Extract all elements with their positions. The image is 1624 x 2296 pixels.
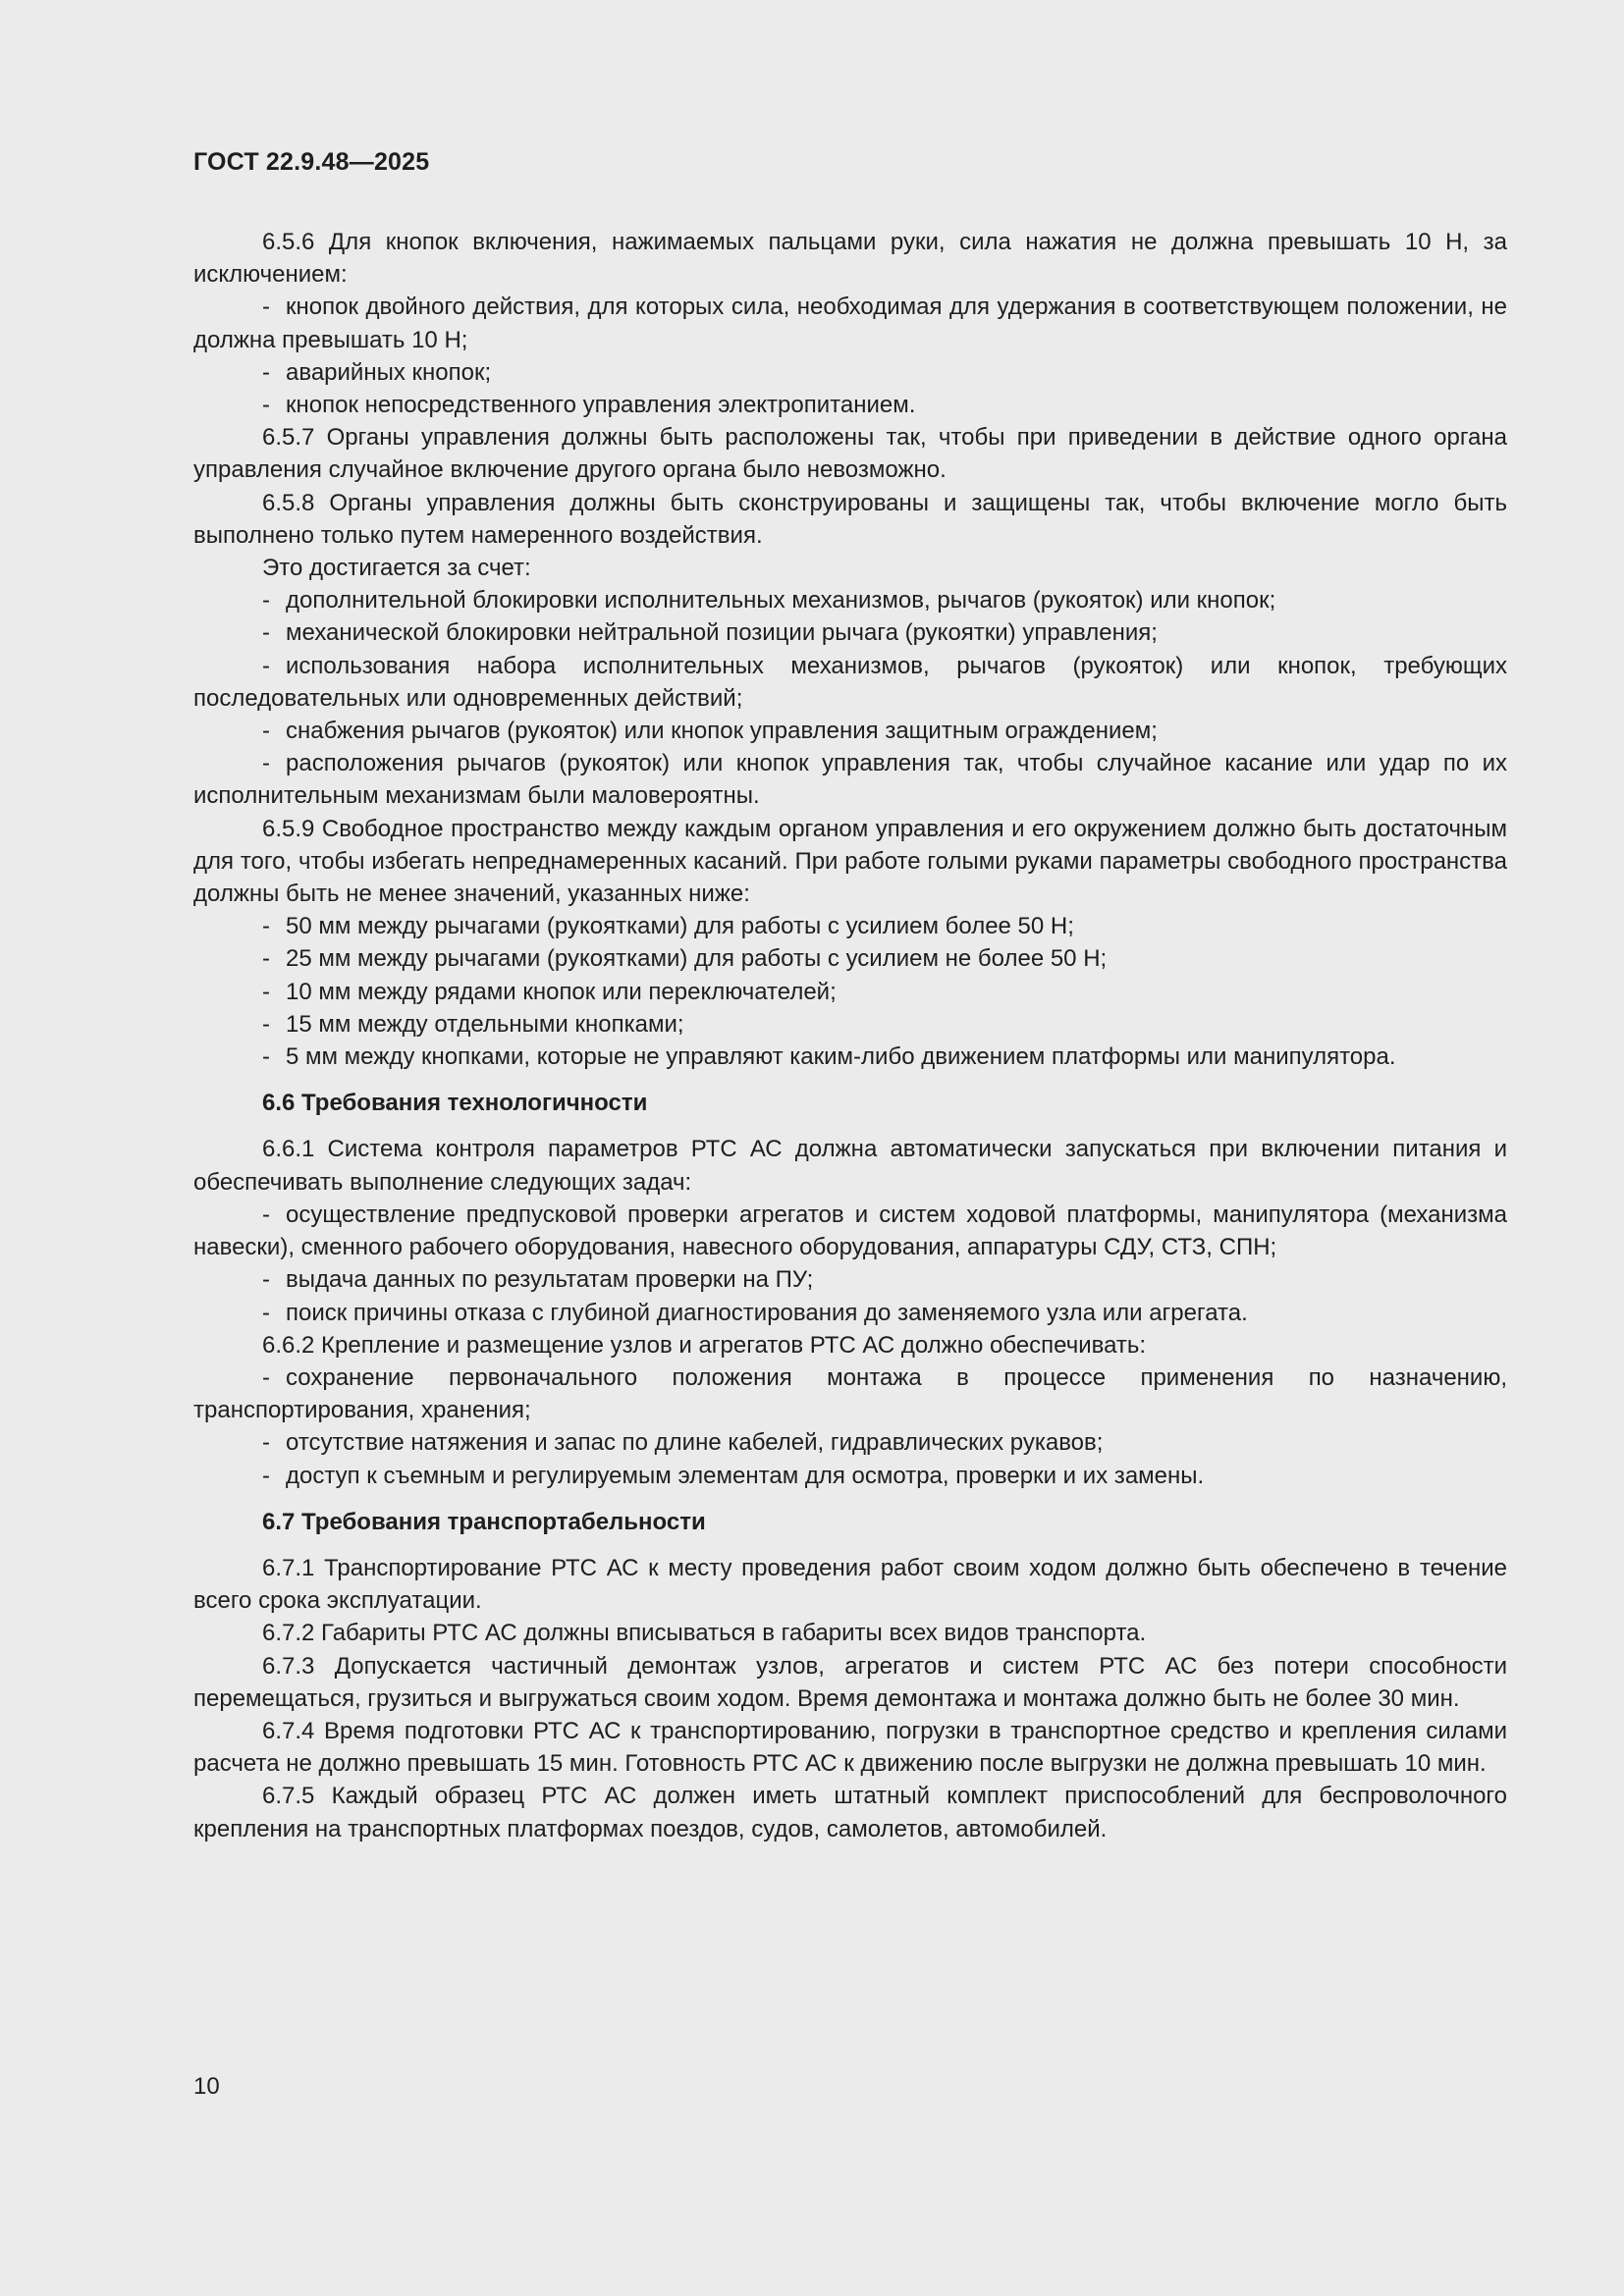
list-item-text: 10 мм между рядами кнопок или переключателей; — [286, 978, 837, 1005]
document-header: ГОСТ 22.9.48—2025 — [193, 148, 430, 176]
list-item — [193, 356, 1507, 389]
section-heading-6-6: 6.6 Требования технологичности — [262, 1090, 648, 1117]
paragraph-6-7-1: 6.7.1 Транспортирование РТС АС к месту проведения работ своим ходом должно быть обеспечено в течение всего срока эксплуатации. — [193, 1554, 1507, 1615]
list-item — [193, 1263, 1507, 1296]
dash-marker: - — [262, 978, 270, 1005]
paragraph-6-6-2: 6.6.2 Крепление и размещение узлов и агрегатов РТС АС должно обеспечивать: — [262, 1331, 1147, 1359]
list-item — [193, 715, 1507, 747]
dash-marker: - — [262, 1299, 270, 1326]
list-item-text: 5 мм между кнопками, которые не управляют каким-либо движением платформы или манипулятора. — [286, 1043, 1396, 1071]
dash-marker: - — [262, 1043, 270, 1071]
paragraph-6-5-7: 6.5.7 Органы управления должны быть расположены так, чтобы при приведении в действие одного органа управления случайное включение другого органа было невозможно. — [193, 424, 1507, 484]
list-item — [193, 976, 1507, 1008]
dash-marker: - — [262, 945, 270, 973]
dash-marker: - — [262, 1363, 270, 1391]
dash-marker: - — [262, 294, 270, 321]
dash-marker: - — [262, 750, 270, 777]
paragraph-6-7-3: 6.7.3 Допускается частичный демонтаж узлов, агрегатов и систем РТС АС без потери способности перемещаться, грузиться и выгружаться своим ходом. Время демонтажа и монтажа должно быть не более 30 мин. — [193, 1652, 1507, 1712]
dash-marker: - — [262, 392, 270, 419]
list-item — [193, 1362, 1507, 1426]
dash-marker: - — [262, 1266, 270, 1294]
list-item-text: использования набора исполнительных механизмов, рычагов (рукояток) или кнопок, требующих последовательных или одновременных действий; — [193, 652, 1507, 712]
dash-marker: - — [262, 1010, 270, 1038]
list-item — [193, 1008, 1507, 1041]
dash-marker: - — [262, 718, 270, 745]
list-item — [193, 291, 1507, 355]
list-item — [193, 942, 1507, 975]
dash-marker: - — [262, 619, 270, 647]
paragraph-6-5-8: 6.5.8 Органы управления должны быть сконструированы и защищены так, чтобы включение могло быть выполнено только путем намеренного воздействия. — [193, 489, 1507, 549]
list-item-text: 25 мм между рычагами (рукоятками) для работы с усилием не более 50 Н; — [286, 945, 1108, 973]
list-item — [193, 747, 1507, 812]
list-item — [193, 584, 1507, 616]
list-item-text: дополнительной блокировки исполнительных механизмов, рычагов (рукояток) или кнопок; — [286, 587, 1276, 614]
list-item-text: аварийных кнопок; — [286, 358, 492, 386]
list-item-text: осуществление предпусковой проверки агрегатов и систем ходовой платформы, манипулятора (механизма навески), сменного рабочего оборудования, навесного оборудования, аппаратуры СДУ, СТЗ, СПН; — [193, 1201, 1507, 1261]
list-item — [193, 616, 1507, 649]
paragraph-6-7-5: 6.7.5 Каждый образец РТС АС должен иметь штатный комплект приспособлений для беспроволочного крепления на транспортных платформах поездов, судов, самолетов, автомобилей. — [193, 1783, 1507, 1842]
dash-marker: - — [262, 913, 270, 940]
list-item-text: 15 мм между отдельными кнопками; — [286, 1010, 684, 1038]
list-item-text: сохранение первоначального положения монтажа в процессе применения по назначению, транспортирования, хранения; — [193, 1363, 1507, 1424]
list-item-text: расположения рычагов (рукояток) или кнопок управления так, чтобы случайное касание или удар по их исполнительным механизмам были маловероятны. — [193, 750, 1507, 810]
list-item — [193, 1460, 1507, 1492]
list-item-text: снабжения рычагов (рукояток) или кнопок управления защитным ограждением; — [286, 718, 1158, 745]
dash-marker: - — [262, 1429, 270, 1457]
paragraph-6-6-1: 6.6.1 Система контроля параметров РТС АС должна автоматически запускаться при включении питания и обеспечивать выполнение следующих задач: — [193, 1136, 1507, 1196]
dash-marker: - — [262, 587, 270, 614]
paragraph-intro: Это достигается за счет: — [262, 555, 531, 582]
list-item — [193, 1426, 1507, 1459]
list-item — [193, 1297, 1507, 1329]
list-item — [193, 389, 1507, 421]
paragraph-6-5-6: 6.5.6 Для кнопок включения, нажимаемых пальцами руки, сила нажатия не должна превышать 10 Н, за исключением: — [193, 229, 1507, 289]
section-heading-6-7: 6.7 Требования транспортабельности — [262, 1508, 706, 1535]
dash-marker: - — [262, 652, 270, 679]
list-item-text: механической блокировки нейтральной позиции рычага (рукоятки) управления; — [286, 619, 1158, 647]
list-item-text: выдача данных по результатам проверки на ПУ; — [286, 1266, 814, 1294]
paragraph-6-5-9: 6.5.9 Свободное пространство между каждым органом управления и его окружением должно быть достаточным для того, чтобы избегать непреднамеренных касаний. При работе голыми руками параметры свободного пространства должны быть не менее значений, указанных ниже: — [193, 815, 1507, 908]
list-item — [193, 910, 1507, 942]
list-item-text: 50 мм между рычагами (рукоятками) для работы с усилием более 50 Н; — [286, 913, 1074, 940]
list-item-text: кнопок непосредственного управления электропитанием. — [286, 392, 916, 419]
page-number: 10 — [193, 2073, 220, 2100]
list-item — [193, 1041, 1507, 1073]
list-item-text: поиск причины отказа с глубиной диагностирования до заменяемого узла или агрегата. — [286, 1299, 1248, 1326]
list-item — [193, 650, 1507, 715]
paragraph-6-7-2: 6.7.2 Габариты РТС АС должны вписываться в габариты всех видов транспорта. — [262, 1620, 1147, 1647]
dash-marker: - — [262, 1201, 270, 1228]
dash-marker: - — [262, 358, 270, 386]
paragraph-6-7-4: 6.7.4 Время подготовки РТС АС к транспортированию, погрузки в транспортное средство и крепления силами расчета не должно превышать 15 мин. Готовность РТС АС к движению после выгрузки не должна превышать 10 мин. — [193, 1717, 1507, 1778]
list-item-text: отсутствие натяжения и запас по длине кабелей, гидравлических рукавов; — [286, 1429, 1104, 1457]
dash-marker: - — [262, 1462, 270, 1489]
list-item — [193, 1199, 1507, 1263]
document-body — [193, 226, 1507, 1845]
list-item-text: доступ к съемным и регулируемым элементам для осмотра, проверки и их замены. — [286, 1462, 1205, 1489]
list-item-text: кнопок двойного действия, для которых сила, необходимая для удержания в соответствующем положении, не должна превышать 10 Н; — [193, 294, 1507, 353]
